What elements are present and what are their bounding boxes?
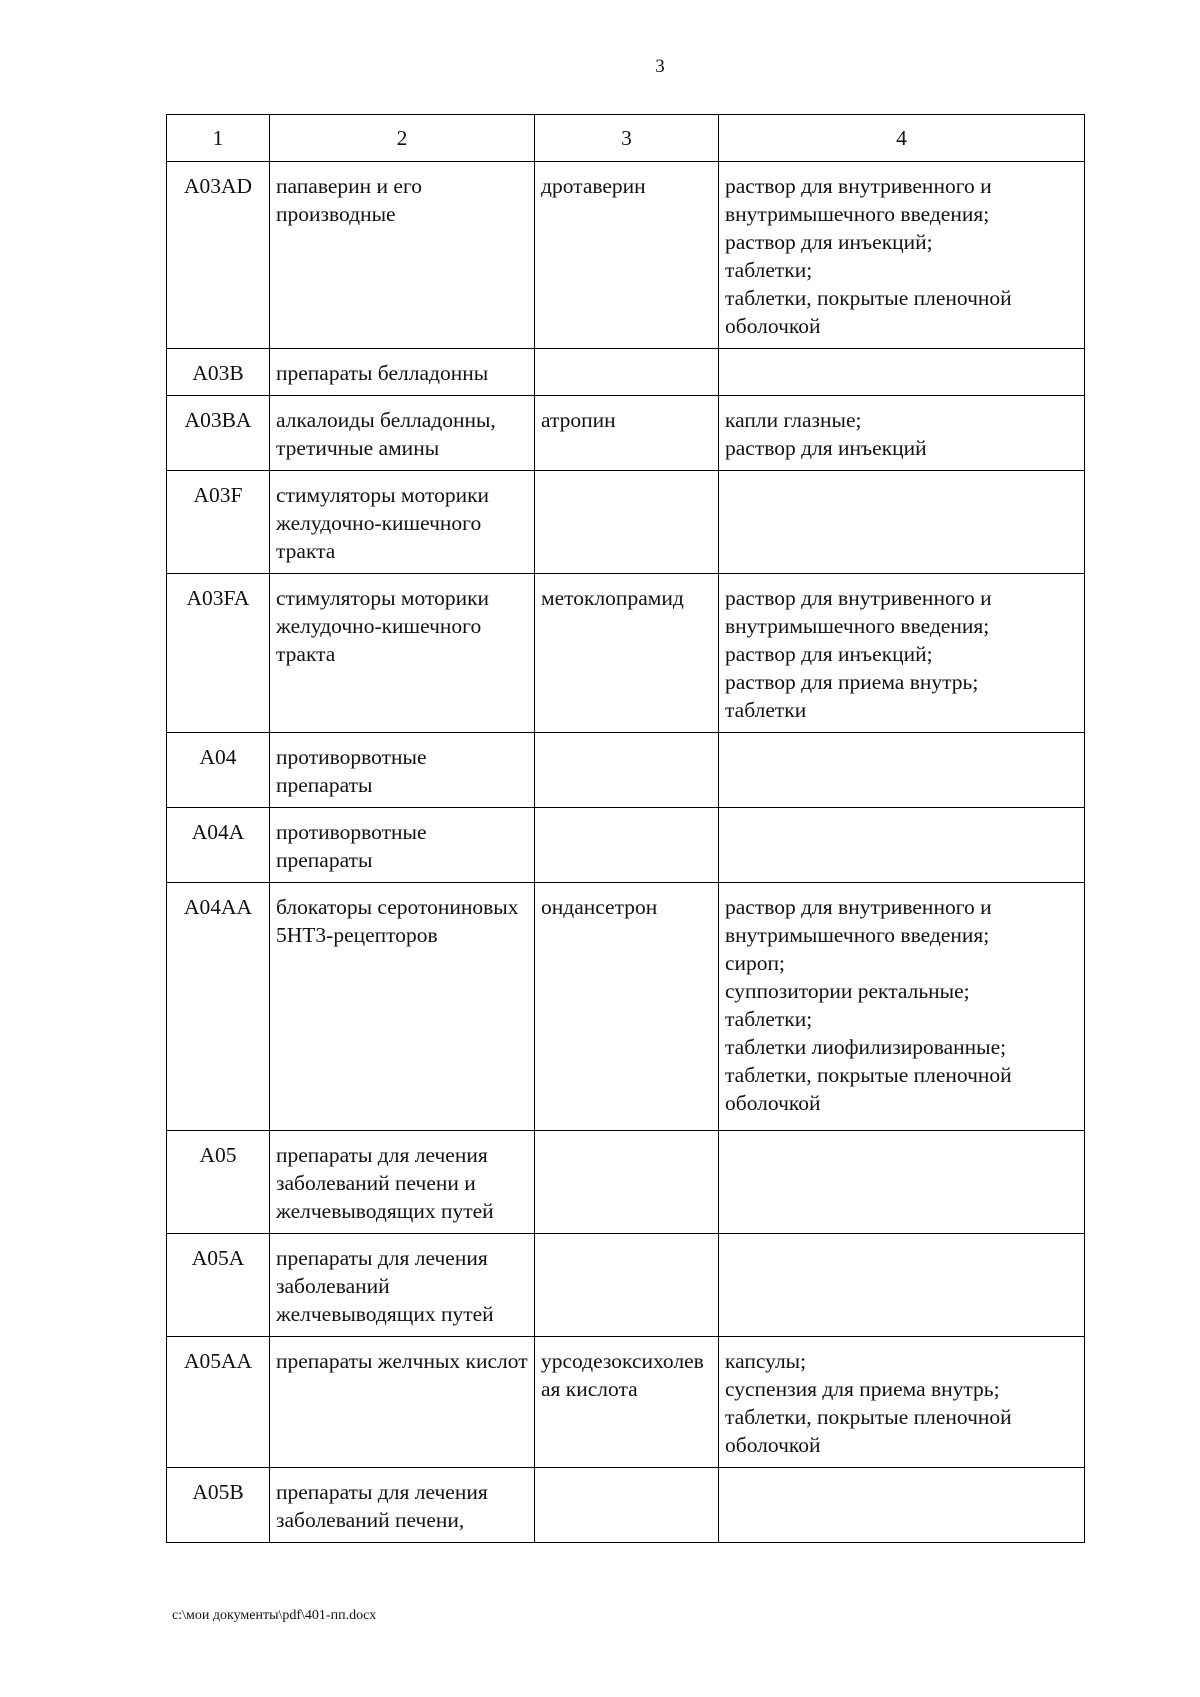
dosage-form-item: раствор для инъекций; bbox=[725, 642, 933, 666]
atc-code-cell: A05AA bbox=[167, 1337, 270, 1468]
atc-code-cell: A05A bbox=[167, 1234, 270, 1337]
atc-code-cell: A04AA bbox=[167, 883, 270, 1131]
dosage-form-item: таблетки, покрытые пленочной оболочкой bbox=[725, 1405, 1012, 1457]
table-row bbox=[167, 162, 1085, 349]
dosage-forms-cell bbox=[719, 349, 1085, 396]
substance-cell: ондансетрон bbox=[535, 883, 719, 1131]
anatomical-group-cell: препараты желчных кислот bbox=[270, 1337, 535, 1468]
dosage-forms-cell bbox=[719, 574, 1085, 733]
table-row bbox=[167, 471, 1085, 574]
dosage-forms-cell bbox=[719, 808, 1085, 883]
dosage-form-item: раствор для внутривенного и внутримышечного введения; bbox=[725, 174, 992, 226]
table-row bbox=[167, 1234, 1085, 1337]
substance-cell: атропин bbox=[535, 396, 719, 471]
anatomical-group-cell: препараты для лечения заболеваний печени, bbox=[270, 1468, 535, 1543]
atc-code-cell: A03BA bbox=[167, 396, 270, 471]
table-row bbox=[167, 733, 1085, 808]
drug-classification-table bbox=[166, 114, 1085, 1543]
anatomical-group-cell: алкалоиды белладонны, третичные амины bbox=[270, 396, 535, 471]
anatomical-group-cell: стимуляторы моторики желудочно-кишечного тракта bbox=[270, 471, 535, 574]
dosage-forms-cell bbox=[719, 1337, 1085, 1468]
dosage-forms-cell bbox=[719, 733, 1085, 808]
dosage-form-item: капли глазные; bbox=[725, 408, 862, 432]
dosage-forms-cell bbox=[719, 1234, 1085, 1337]
substance-cell: дротаверин bbox=[535, 162, 719, 349]
dosage-form-item: капсулы; bbox=[725, 1349, 807, 1373]
atc-code-cell: A03FA bbox=[167, 574, 270, 733]
atc-code-cell: A04A bbox=[167, 808, 270, 883]
substance-cell: метоклопрамид bbox=[535, 574, 719, 733]
table-row bbox=[167, 1131, 1085, 1234]
dosage-form-item: раствор для инъекций; bbox=[725, 230, 933, 254]
footer-file-path: c:\мои документы\pdf\401-пп.docx bbox=[172, 1608, 377, 1623]
atc-code-cell: A05 bbox=[167, 1131, 270, 1234]
header-cell-3: 3 bbox=[535, 115, 719, 162]
atc-code-cell: A03B bbox=[167, 349, 270, 396]
dosage-forms-cell bbox=[719, 883, 1085, 1131]
table-row bbox=[167, 574, 1085, 733]
dosage-form-item: раствор для внутривенного и внутримышечного введения; bbox=[725, 586, 992, 638]
substance-cell bbox=[535, 1468, 719, 1543]
dosage-form-item: раствор для приема внутрь; bbox=[725, 670, 979, 694]
substance-cell bbox=[535, 1234, 719, 1337]
table-row bbox=[167, 883, 1085, 1131]
header-cell-1: 1 bbox=[167, 115, 270, 162]
anatomical-group-cell: препараты белладонны bbox=[270, 349, 535, 396]
page-number: 3 bbox=[655, 56, 665, 77]
anatomical-group-cell: блокаторы серотониновых 5HT3-рецепторов bbox=[270, 883, 535, 1131]
anatomical-group-cell: стимуляторы моторики желудочно-кишечного тракта bbox=[270, 574, 535, 733]
dosage-forms-cell bbox=[719, 162, 1085, 349]
atc-code-cell: A04 bbox=[167, 733, 270, 808]
substance-cell bbox=[535, 349, 719, 396]
dosage-form-item: таблетки; bbox=[725, 258, 813, 282]
dosage-forms-cell bbox=[719, 396, 1085, 471]
dosage-form-item: раствор для внутривенного и внутримышечного введения; bbox=[725, 895, 992, 947]
table-header-row bbox=[167, 115, 1085, 162]
dosage-form-item: таблетки; bbox=[725, 1007, 813, 1031]
atc-code-cell: A03AD bbox=[167, 162, 270, 349]
table-row bbox=[167, 808, 1085, 883]
table-row bbox=[167, 1468, 1085, 1543]
table-row bbox=[167, 1337, 1085, 1468]
anatomical-group-cell: препараты для лечения заболеваний желчевыводящих путей bbox=[270, 1234, 535, 1337]
header-cell-4: 4 bbox=[719, 115, 1085, 162]
table-row bbox=[167, 349, 1085, 396]
substance-cell bbox=[535, 808, 719, 883]
dosage-forms-cell bbox=[719, 1468, 1085, 1543]
atc-code-cell: A05B bbox=[167, 1468, 270, 1543]
anatomical-group-cell: противорвотные препараты bbox=[270, 733, 535, 808]
anatomical-group-cell: препараты для лечения заболеваний печени и желчевыводящих путей bbox=[270, 1131, 535, 1234]
dosage-form-item: таблетки лиофилизированные; bbox=[725, 1035, 1007, 1059]
dosage-form-item: таблетки bbox=[725, 698, 807, 722]
anatomical-group-cell: папаверин и его производные bbox=[270, 162, 535, 349]
anatomical-group-cell: противорвотные препараты bbox=[270, 808, 535, 883]
dosage-form-item: суспензия для приема внутрь; bbox=[725, 1377, 1000, 1401]
substance-cell: урсодезоксихолевая кислота bbox=[535, 1337, 719, 1468]
dosage-forms-cell bbox=[719, 471, 1085, 574]
header-cell-2: 2 bbox=[270, 115, 535, 162]
substance-cell bbox=[535, 733, 719, 808]
dosage-form-item: раствор для инъекций bbox=[725, 436, 927, 460]
atc-code-cell: A03F bbox=[167, 471, 270, 574]
substance-cell bbox=[535, 471, 719, 574]
dosage-form-item: таблетки, покрытые пленочной оболочкой bbox=[725, 286, 1012, 338]
dosage-form-item: таблетки, покрытые пленочной оболочкой bbox=[725, 1063, 1012, 1115]
table-row bbox=[167, 396, 1085, 471]
substance-cell bbox=[535, 1131, 719, 1234]
dosage-form-item: суппозитории ректальные; bbox=[725, 979, 970, 1003]
dosage-form-item: сироп; bbox=[725, 951, 786, 975]
dosage-forms-cell bbox=[719, 1131, 1085, 1234]
